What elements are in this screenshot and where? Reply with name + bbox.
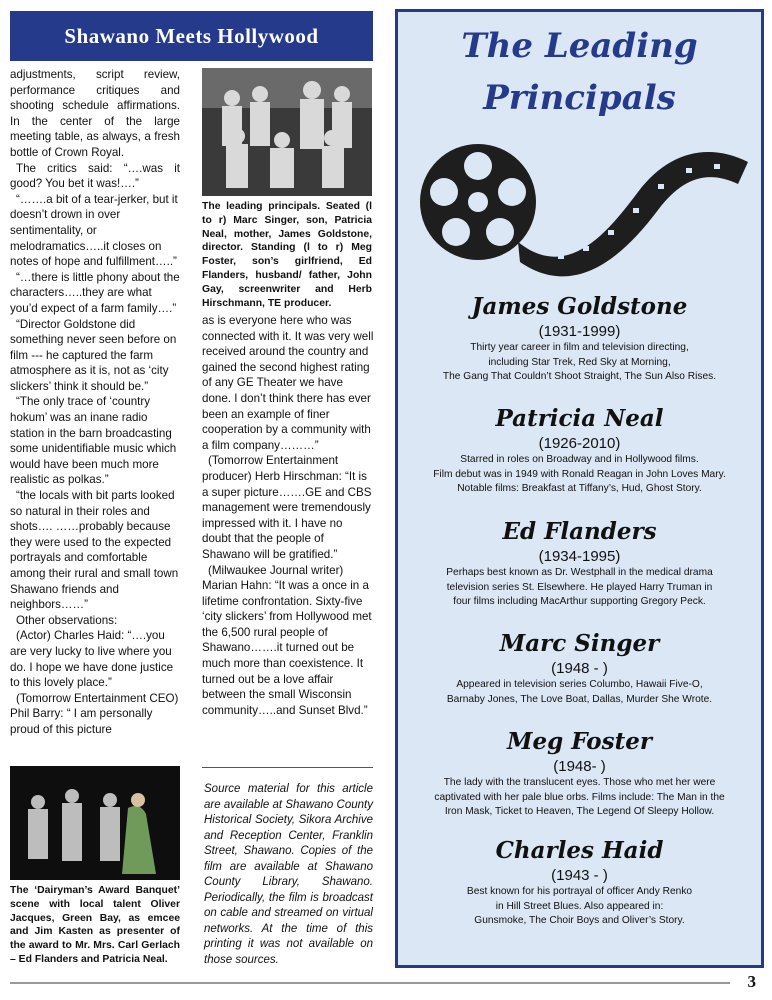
divider bbox=[202, 767, 373, 768]
cast-group-photo bbox=[202, 68, 372, 196]
source-note: Source material for this article are available at Shawano County Historical Society, Sikora Archive and Reception Center, Franklin Street, Shawano. Copies of the film are available at Shawano County Library, Shawano. Periodically, the film is broadcast on cable and streamed on virtual networks. At the time of this printing it was not available on those sources. bbox=[204, 783, 373, 966]
section-banner: Shawano Meets Hollywood bbox=[10, 11, 373, 61]
principal-ed-flanders bbox=[398, 517, 761, 610]
principal-desc bbox=[398, 566, 761, 610]
desc-line: in Hill Street Blues. Also appeared in: bbox=[495, 900, 664, 912]
principal-years: (1948 - ) bbox=[551, 660, 608, 677]
article-paragraph: (Tomorrow Entertainment CEO) Phil Barry: “ I am personally proud of this picture bbox=[10, 691, 179, 736]
photo-caption: The ‘Dairyman’s Award Banquet’ scene with local talent Oliver Jacques, Green Bay, as emcee and Jim Kasten as presenter of the award to Mr. Mrs. Carl Gerlach – Ed Flanders and Patricia Neal. bbox=[10, 885, 180, 965]
panel-title: The Leading bbox=[461, 26, 698, 66]
article-paragraph: (Milwaukee Journal writer) Marian Hahn: “It was a once in a lifetime confrontation. Sixty-five ‘city slickers’ from Hollywood met the 6,500 rural people of Shawano…….it turned out be much more than coexistence. It turned out be a love affair between the small Wisconsin community…..and Sunset Blvd.” bbox=[202, 563, 372, 717]
desc-line: The lady with the translucent eyes. Those who met her were bbox=[443, 777, 716, 788]
principal-desc bbox=[398, 453, 761, 497]
desc-line: Gunsmoke, The Choir Boys and Oliver’s Story. bbox=[474, 915, 685, 926]
principal-years: (1926-2010) bbox=[538, 435, 621, 452]
page-number: 3 bbox=[747, 972, 756, 991]
article-paragraph: “…there is little phony about the characters…..they are what you’d expect of a farm family….” bbox=[10, 270, 180, 315]
desc-line: Notable films: Breakfast at Tiffany’s, Hud, Ghost Story. bbox=[457, 483, 702, 494]
desc-line: The Gang That Couldn’t Shoot Straight, The Sun Also Rises. bbox=[442, 371, 717, 382]
principal-desc bbox=[398, 678, 761, 707]
desc-line: four films including MacArthur supporting Gregory Peck. bbox=[453, 596, 706, 607]
article-paragraph: (Actor) Charles Haid: “….you are very lucky to live where you do. I hope we have done justice to this lovely place.” bbox=[10, 629, 174, 690]
principal-charles-haid bbox=[398, 836, 761, 929]
desc-line: Starred in roles on Broadway and in Hollywood films. bbox=[460, 454, 699, 465]
principal-desc bbox=[398, 885, 761, 929]
principal-years: (1943 - ) bbox=[551, 867, 608, 884]
article-paragraph: adjustments, script review, performance critiques and shooting schedule affirmations. In the center of the large meeting table, as always, a fresh bottle of Crown Royal. bbox=[10, 68, 180, 159]
desc-line: Barnaby Jones, The Love Boat, Dallas, Murder She Wrote. bbox=[446, 693, 713, 705]
principal-name: Charles Haid bbox=[495, 837, 664, 864]
desc-line: captivated with her pale blue orbs. Films include: The Man in the bbox=[434, 791, 725, 803]
principal-name: Patricia Neal bbox=[495, 405, 664, 432]
article-column-1 bbox=[10, 67, 180, 738]
principal-desc bbox=[398, 776, 761, 820]
photo-caption: The leading principals. Seated (l to r) Marc Singer, son, Patricia Neal, mother, James Goldstone, director. Standing (l to r) Meg Foster, son’s girlfriend, Ed Flanders, husband/ father, John Gay, screenwriter and Herb Hirschmann, TE producer. bbox=[202, 201, 372, 309]
principal-name: Meg Foster bbox=[507, 728, 652, 755]
principal-years: (1934-1995) bbox=[538, 548, 621, 565]
banquet-scene-photo bbox=[10, 766, 180, 880]
principal-meg-foster bbox=[398, 727, 761, 820]
article-paragraph: “…….a bit of a tear-jerker, but it doesn’t drown in over sentimentality, or melodramatics…..it closes on notes of hope and fulfillment…..” bbox=[10, 192, 178, 269]
principal-desc bbox=[398, 341, 761, 385]
principal-years: (1931-1999) bbox=[538, 323, 621, 340]
article-paragraph: Other observations: bbox=[16, 613, 118, 627]
article-paragraph: The critics said: “….was it good? You bet it was!….” bbox=[10, 161, 180, 191]
article-column-2 bbox=[202, 313, 374, 718]
principal-name: James Goldstone bbox=[471, 293, 688, 320]
principal-name: Marc Singer bbox=[499, 630, 660, 657]
film-reel-icon bbox=[408, 122, 758, 292]
desc-line: television series St. Elsewhere. He played Harry Truman in bbox=[446, 581, 713, 593]
desc-line: Best known for his portrayal of officer Andy Renko bbox=[466, 886, 693, 897]
desc-line: Perhaps best known as Dr. Westphall in the medical drama bbox=[446, 567, 713, 578]
principal-marc-singer bbox=[398, 629, 761, 707]
article-paragraph: “the locals with bit parts looked so natural in their roles and shots…. ……probably because they were used to the expected portrayals and comfortable among their rural and small town Shawano friends and neighbors……” bbox=[10, 489, 179, 612]
principal-years: (1948- ) bbox=[553, 758, 606, 775]
article-paragraph: as is everyone here who was connected with it. It was very well received around the country and gained the second highest rating of any GE Theater we have done. I don’t think there has ever been an example of finer cooperation by a community with a film company………” bbox=[202, 314, 374, 452]
desc-line: Appeared in television series Columbo, Hawaii Five-O, bbox=[456, 679, 703, 690]
panel-title: Principals bbox=[483, 78, 676, 118]
principal-patricia-neal bbox=[398, 404, 761, 497]
principal-james-goldstone bbox=[398, 292, 761, 385]
footer-rule bbox=[10, 982, 730, 984]
desc-line: including Star Trek, Red Sky at Morning, bbox=[488, 356, 671, 368]
desc-line: Thirty year career in film and television directing, bbox=[470, 342, 689, 353]
article-paragraph: (Tomorrow Entertainment producer) Herb Hirschman: “It is a super picture…….GE and CBS management were tremendously impressed with it. I have no doubt that the people of Shawano will be gratified.” bbox=[202, 454, 372, 561]
article-paragraph: “The only trace of ‘country hokum’ was an inane radio station in the barn broadcasting some unidentifiable music which would have been much more realistic as polkas.” bbox=[10, 395, 177, 487]
desc-line: Iron Mask, Ticket to Heaven, The Legend Of Sleepy Hollow. bbox=[444, 806, 715, 817]
leading-principals-panel bbox=[395, 9, 764, 968]
article-paragraph: “Director Goldstone did something never seen before on film --- he captured the farm atmosphere as it is, not as ‘city slickers’ think it should be.” bbox=[10, 317, 177, 393]
principal-name: Ed Flanders bbox=[502, 518, 657, 545]
desc-line: Film debut was in 1949 with Ronald Reagan in John Loves Mary. bbox=[433, 468, 726, 480]
